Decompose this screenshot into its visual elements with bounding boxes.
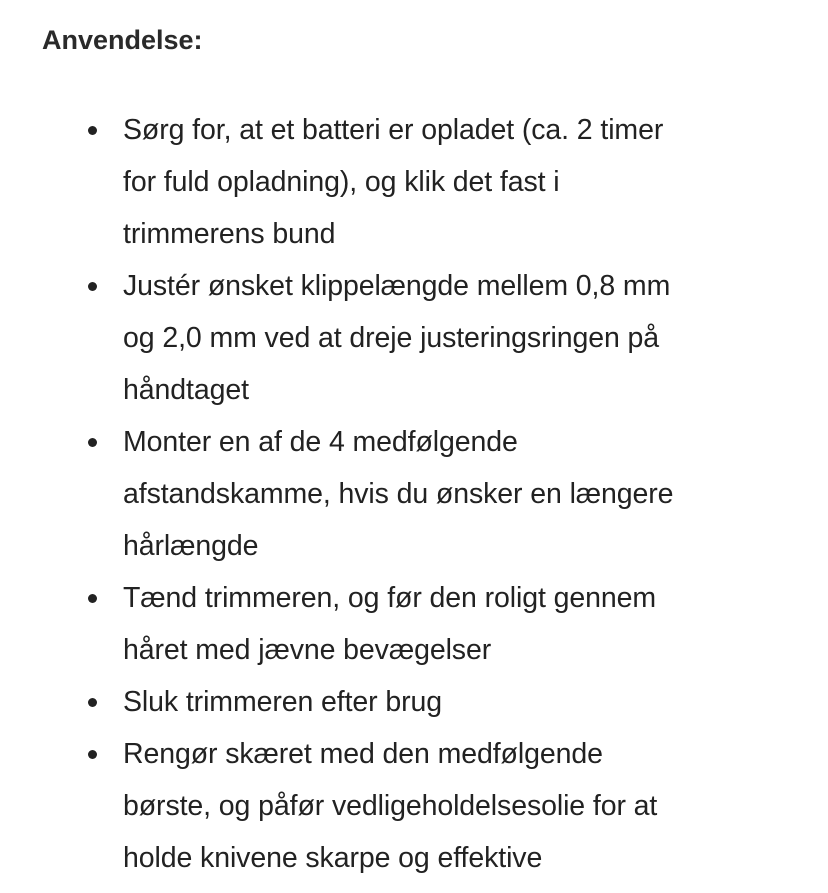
instruction-list-item bbox=[80, 104, 800, 260]
instruction-line: Sluk trimmeren efter brug bbox=[123, 686, 443, 718]
instruction-line: for fuld opladning), og klik det fast i bbox=[123, 166, 560, 198]
bullet-icon bbox=[88, 594, 97, 603]
instruction-line: trimmerens bund bbox=[123, 218, 336, 250]
bullet-icon bbox=[88, 282, 97, 291]
instruction-line: hårlængde bbox=[123, 530, 259, 562]
bullet-icon bbox=[88, 126, 97, 135]
instruction-line: Rengør skæret med den medfølgende bbox=[123, 738, 603, 770]
instruction-line: og 2,0 mm ved at dreje justeringsringen på bbox=[123, 322, 660, 354]
instruction-line: afstandskamme, hvis du ønsker en længere bbox=[123, 478, 674, 510]
instruction-line: Tænd trimmeren, og før den roligt gennem bbox=[123, 582, 656, 614]
instruction-list-item bbox=[80, 416, 800, 572]
instruction-list-item bbox=[80, 572, 800, 676]
instruction-line: håndtaget bbox=[123, 374, 249, 406]
instruction-list-item bbox=[80, 676, 800, 728]
bullet-icon bbox=[88, 438, 97, 447]
instruction-line: Sørg for, at et batteri er opladet (ca. 2 timer bbox=[123, 114, 664, 146]
bullet-icon bbox=[88, 698, 97, 707]
instruction-list-item bbox=[80, 728, 800, 884]
instruction-line: holde knivene skarpe og effektive bbox=[123, 842, 543, 874]
instruction-line: håret med jævne bevægelser bbox=[123, 634, 492, 666]
bullet-icon bbox=[88, 750, 97, 759]
instruction-list-item bbox=[80, 260, 800, 416]
section-heading: Anvendelse: bbox=[42, 25, 203, 55]
instruction-line: Justér ønsket klippelængde mellem 0,8 mm bbox=[123, 270, 671, 302]
usage-instructions-list bbox=[80, 104, 800, 884]
instruction-line: børste, og påfør vedligeholdelsesolie for at bbox=[123, 790, 658, 822]
instruction-line: Monter en af de 4 medfølgende bbox=[123, 426, 518, 458]
